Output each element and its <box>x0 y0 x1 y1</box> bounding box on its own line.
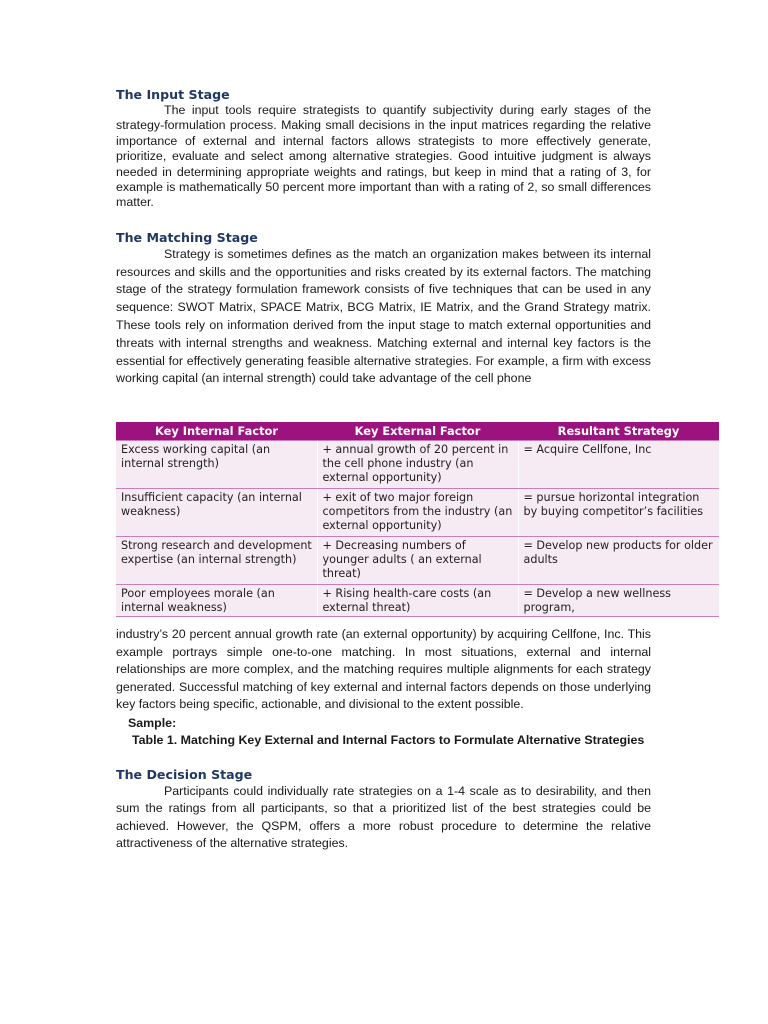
input-stage-heading: The Input Stage <box>116 87 230 102</box>
after-table-section <box>116 626 651 853</box>
table-cell: Excess working capital (an internal strength) <box>116 441 317 489</box>
decision-stage-heading: The Decision Stage <box>116 766 253 782</box>
table-cell: + annual growth of 20 percent in the cell phone industry (an external opportunity) <box>317 441 518 489</box>
table-cell: = pursue horizontal integration by buying competitor’s facilities <box>518 489 719 537</box>
header-key-internal-factor: Key Internal Factor <box>116 422 317 441</box>
table-cell: = Develop a new wellness program, <box>518 585 719 617</box>
document-page <box>116 86 651 388</box>
sample-label: Sample: <box>128 715 177 730</box>
table-row <box>116 585 719 617</box>
matching-table <box>116 422 719 617</box>
header-key-external-factor: Key External Factor <box>317 422 518 441</box>
table-row <box>116 441 719 489</box>
decision-stage-paragraph: Participants could individually rate strategies on a 1-4 scale as to desirability, and then sum the ratings from all participants, so that a prioritized list of the best strategies could be achieved. However, the QSPM, offers a more robust procedure to determine the relative attractiveness of the alternative strategies. <box>116 783 651 851</box>
table-row <box>116 537 719 585</box>
table-cell: = Develop new products for older adults <box>518 537 719 585</box>
table-cell: = Acquire Cellfone, Inc <box>518 441 719 489</box>
table-cell: + exit of two major foreign competitors from the industry (an external opportunity) <box>317 489 518 537</box>
matching-stage-continuation: industry’s 20 percent annual growth rate (an external opportunity) by acquiring Cellfone, Inc. This example portrays simple one-to-one matching. In most situations, external and internal relationships are more complex, and the matching requires multiple alignments for each strategy generated. Successful matching of key external and internal factors depends on those underlying key factors being specific, actionable, and divisional to the extent possible. <box>116 627 651 712</box>
matching-stage-heading: The Matching Stage <box>116 229 258 245</box>
table-row <box>116 489 719 537</box>
input-stage-paragraph: The input tools require strategists to quantify subjectivity during early stages of the strategy-formulation process. Making small decisions in the input matrices regarding the relative importance of external and internal factors allows strategists to more effectively generate, prioritize, evaluate and select among alternative strategies. Good intuitive judgment is always needed in determining appropriate weights and ratings, but keep in mind that a rating of 3, for example is mathematically 50 percent more important than with a rating of 2, so small differences matter. <box>116 103 651 210</box>
matching-stage-paragraph: Strategy is sometimes defines as the match an organization makes between its internal resources and skills and the opportunities and risks created by its external factors. The matching stage of the strategy formulation framework consists of five techniques that can be used in any sequence: SWOT Matrix, SPACE Matrix, BCG Matrix, IE Matrix, and the Grand Strategy matrix. These tools rely on information derived from the input stage to match external opportunities and threats with internal strengths and weakness. Matching external and internal key factors is the essential for effectively generating feasible alternative strategies. For example, a firm with excess working capital (an internal strength) could take advantage of the cell phone <box>116 246 651 386</box>
table-header-row <box>116 422 719 441</box>
table-cell: Insufficient capacity (an internal weakness) <box>116 489 317 537</box>
header-resultant-strategy: Resultant Strategy <box>518 422 719 441</box>
table-cell: + Rising health-care costs (an external threat) <box>317 585 518 617</box>
table-cell: + Decreasing numbers of younger adults ( an external threat) <box>317 537 518 585</box>
table-caption: Table 1. Matching Key External and Internal Factors to Formulate Alternative Strategies <box>132 732 645 747</box>
table-cell: Poor employees morale (an internal weakness) <box>116 585 317 617</box>
table-cell: Strong research and development expertise (an internal strength) <box>116 537 317 585</box>
